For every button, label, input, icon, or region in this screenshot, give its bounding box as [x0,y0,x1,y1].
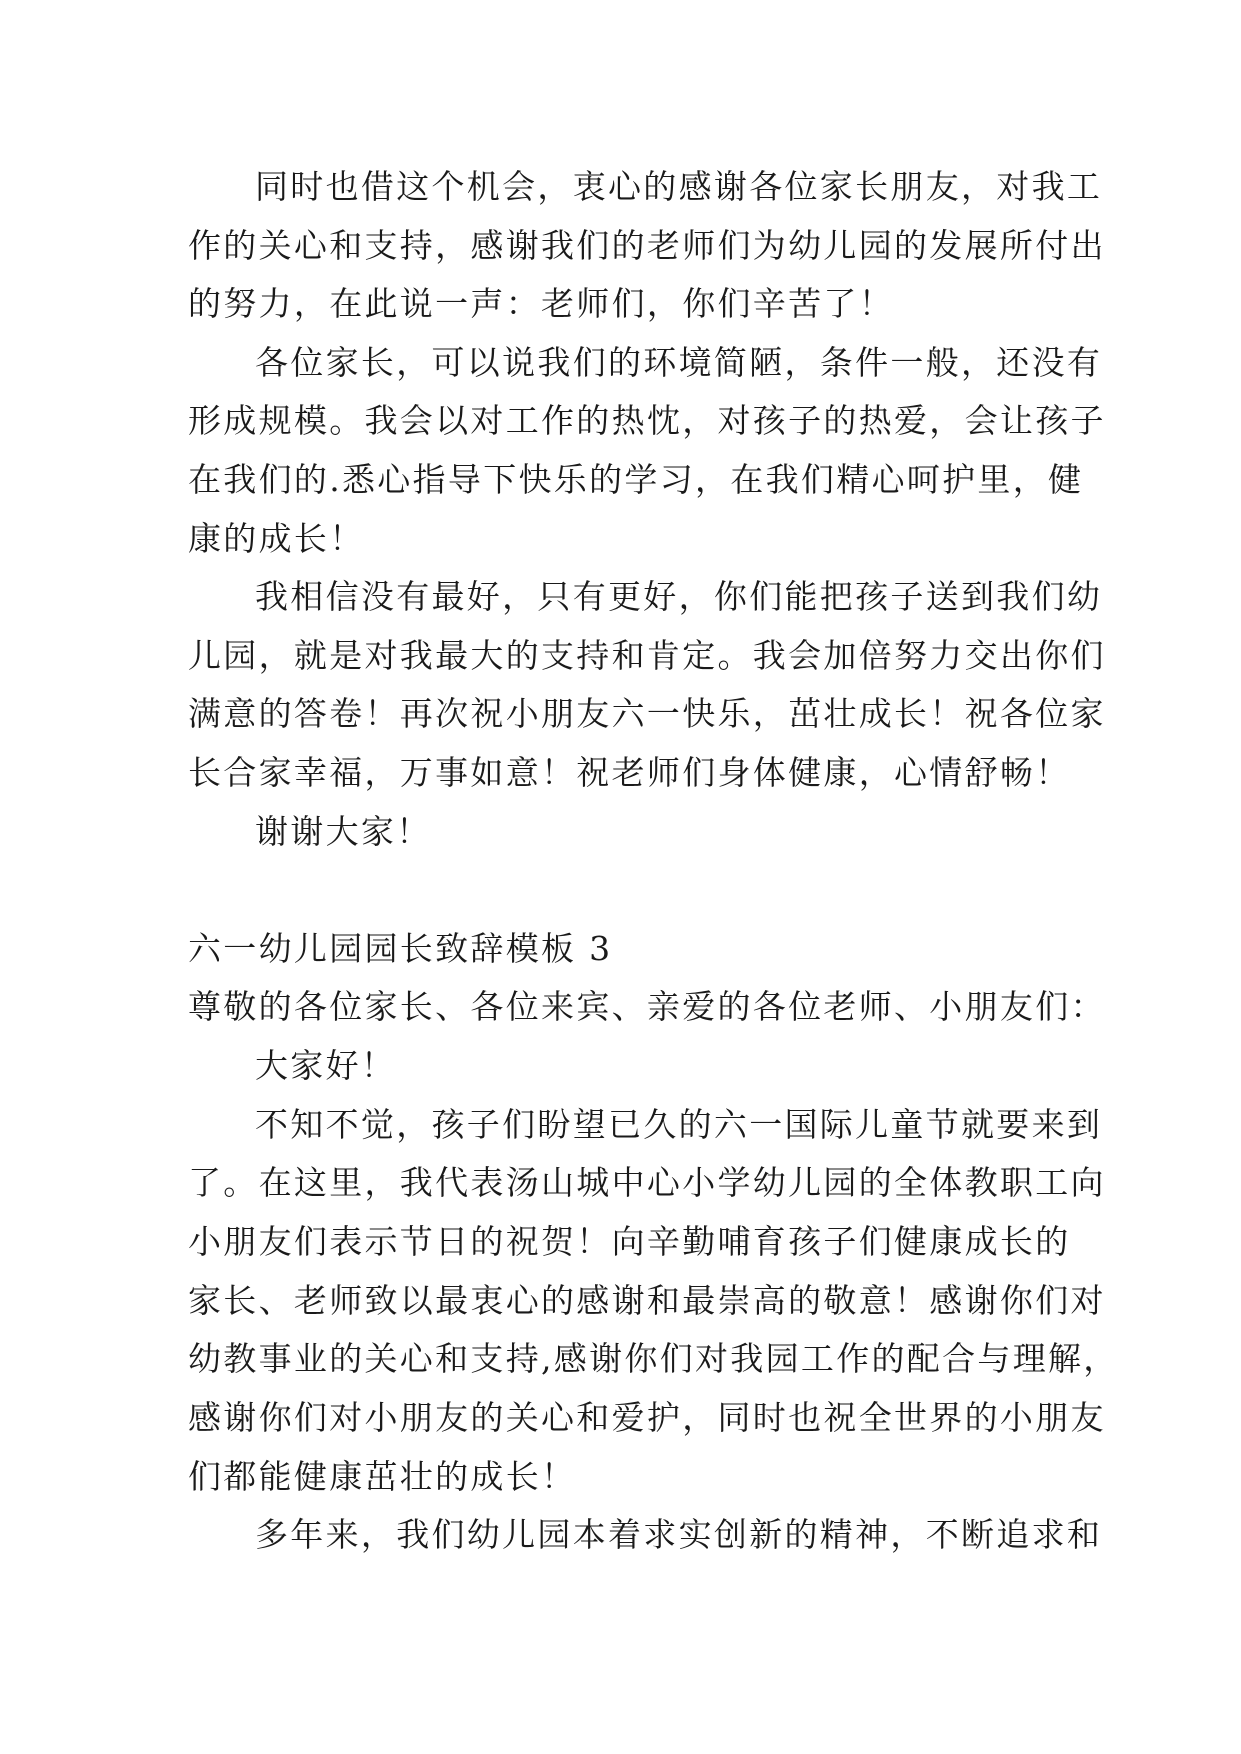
paragraph-line: 小朋友们表示节日的祝贺！向辛勤哺育孩子们健康成长的 [188,1222,1071,1261]
paragraph-line: 幼教事业的关心和支持,感谢你们对我园工作的配合与理解， [188,1339,1119,1378]
paragraph-line: 感谢你们对小朋友的关心和爱护，同时也祝全世界的小朋友 [188,1398,1106,1437]
paragraph-line: 的努力，在此说一声：老师们，你们辛苦了！ [188,284,894,323]
paragraph-line: 我相信没有最好，只有更好，你们能把孩子送到我们幼 [255,577,1103,616]
paragraph-line: 们都能健康茁壮的成长！ [188,1457,577,1496]
paragraph-line: 康的成长！ [188,519,365,558]
paragraph-line: 家长、老师致以最衷心的感谢和最崇高的敬意！感谢你们对 [188,1281,1106,1320]
paragraph-line: 不知不觉，孩子们盼望已久的六一国际儿童节就要来到 [255,1105,1103,1144]
paragraph-line: 长合家幸福，万事如意！祝老师们身体健康，心情舒畅！ [188,753,1071,792]
salutation: 尊敬的各位家长、各位来宾、亲爱的各位老师、小朋友们： [188,987,1106,1026]
section-title: 六一幼儿园园长致辞模板 3 [188,929,613,968]
paragraph-line: 各位家长，可以说我们的环境简陋，条件一般，还没有 [255,343,1103,382]
paragraph-line: 同时也借这个机会，衷心的感谢各位家长朋友，对我工 [255,167,1103,206]
paragraph-line: 形成规模。我会以对工作的热忱，对孩子的热爱，会让孩子 [188,401,1106,440]
paragraph-line: 作的关心和支持，感谢我们的老师们为幼儿园的发展所付出 [188,226,1106,265]
paragraph-line: 多年来，我们幼儿园本着求实创新的精神，不断追求和 [255,1515,1103,1554]
paragraph-line: 了。在这里，我代表汤山城中心小学幼儿园的全体教职工向 [188,1163,1106,1202]
greeting: 大家好！ [255,1046,397,1085]
closing-line: 谢谢大家！ [255,812,432,851]
paragraph-line: 满意的答卷！再次祝小朋友六一快乐，茁壮成长！祝各位家 [188,694,1106,733]
paragraph-line: 在我们的.悉心指导下快乐的学习，在我们精心呵护里，健 [188,460,1084,499]
paragraph-line: 儿园，就是对我最大的支持和肯定。我会加倍努力交出你们 [188,636,1106,675]
